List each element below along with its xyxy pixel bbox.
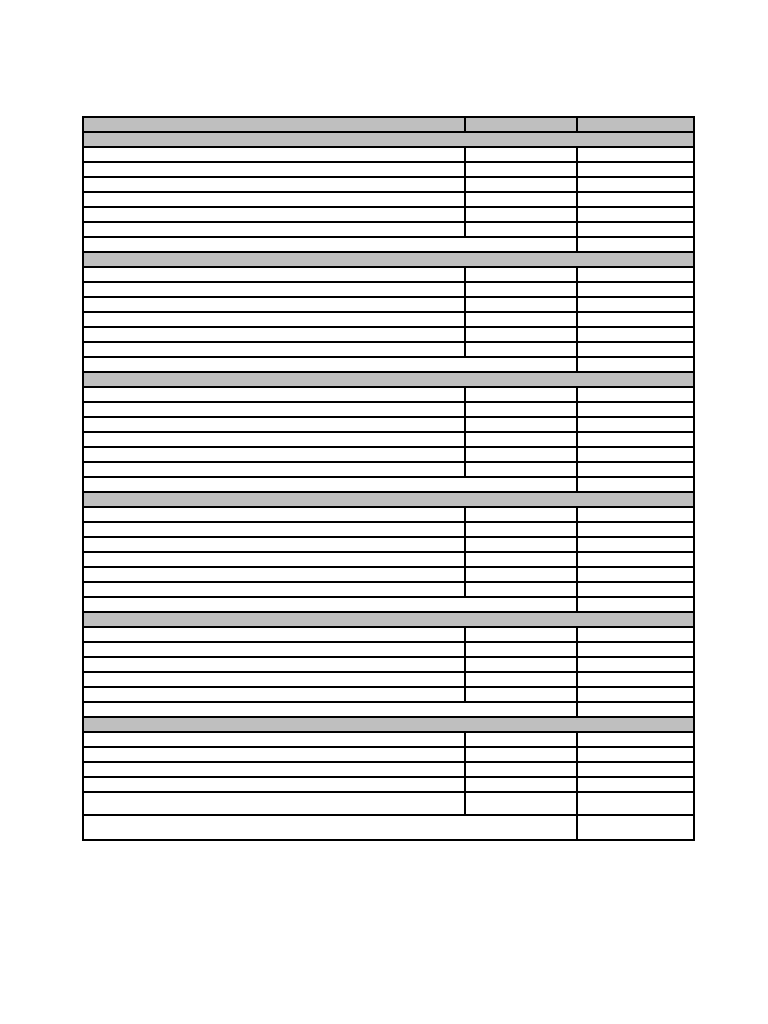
row-label-cell[interactable] <box>83 312 465 327</box>
section-header-row <box>83 612 694 627</box>
row-value-cell[interactable] <box>465 657 577 672</box>
row-amount-cell[interactable] <box>577 222 694 237</box>
row-amount-cell[interactable] <box>577 507 694 522</box>
table-row[interactable] <box>83 777 694 792</box>
section-total-label <box>83 357 577 372</box>
table-row[interactable] <box>83 282 694 297</box>
section-total-row <box>83 357 694 372</box>
row-amount-cell[interactable] <box>577 342 694 357</box>
table-row[interactable] <box>83 297 694 312</box>
row-label-cell[interactable] <box>83 462 465 477</box>
section-total-label <box>83 237 577 252</box>
table-row[interactable] <box>83 552 694 567</box>
row-label-cell[interactable] <box>83 507 465 522</box>
row-amount-cell[interactable] <box>577 777 694 792</box>
row-amount-cell[interactable] <box>577 162 694 177</box>
row-label-cell[interactable] <box>83 447 465 462</box>
row-label-cell[interactable] <box>83 402 465 417</box>
section-total-value[interactable] <box>577 702 694 717</box>
row-amount-cell[interactable] <box>577 402 694 417</box>
section-total-row <box>83 477 694 492</box>
row-value-cell[interactable] <box>465 747 577 762</box>
row-label-cell[interactable] <box>83 207 465 222</box>
table-row[interactable] <box>83 162 694 177</box>
row-value-cell[interactable] <box>465 432 577 447</box>
row-label-cell[interactable] <box>83 657 465 672</box>
row-label-cell[interactable] <box>83 267 465 282</box>
row-label-cell[interactable] <box>83 732 465 747</box>
row-amount-cell[interactable] <box>577 747 694 762</box>
row-value-cell[interactable] <box>465 282 577 297</box>
section-total-value[interactable] <box>577 357 694 372</box>
table-row[interactable] <box>83 462 694 477</box>
section-header-row <box>83 492 694 507</box>
budget-worksheet <box>82 116 693 841</box>
row-amount-cell[interactable] <box>577 462 694 477</box>
row-value-cell[interactable] <box>465 147 577 162</box>
table-row[interactable] <box>83 402 694 417</box>
row-amount-cell[interactable] <box>577 297 694 312</box>
row-amount-cell[interactable] <box>577 447 694 462</box>
row-value-cell[interactable] <box>465 627 577 642</box>
table-row[interactable] <box>83 417 694 432</box>
section-total-value[interactable] <box>577 477 694 492</box>
section-total-value[interactable] <box>577 237 694 252</box>
section-total-row <box>83 702 694 717</box>
row-amount-cell[interactable] <box>577 417 694 432</box>
row-amount-cell[interactable] <box>577 192 694 207</box>
section-total-row <box>83 237 694 252</box>
header-col-3 <box>577 117 694 132</box>
row-amount-cell[interactable] <box>577 282 694 297</box>
row-label-cell[interactable] <box>83 642 465 657</box>
row-value-cell[interactable] <box>465 402 577 417</box>
row-value-cell[interactable] <box>465 342 577 357</box>
row-label-cell[interactable] <box>83 147 465 162</box>
row-label-cell[interactable] <box>83 792 465 815</box>
row-amount-cell[interactable] <box>577 792 694 815</box>
row-amount-cell[interactable] <box>577 147 694 162</box>
table-row[interactable] <box>83 507 694 522</box>
table-row[interactable] <box>83 732 694 747</box>
table-row[interactable] <box>83 672 694 687</box>
section-total-row <box>83 597 694 612</box>
row-value-cell[interactable] <box>465 177 577 192</box>
row-label-cell[interactable] <box>83 417 465 432</box>
row-value-cell[interactable] <box>465 777 577 792</box>
table-row[interactable] <box>83 342 694 357</box>
row-value-cell[interactable] <box>465 462 577 477</box>
row-value-cell[interactable] <box>465 672 577 687</box>
section-header-row <box>83 132 694 147</box>
row-value-cell[interactable] <box>465 582 577 597</box>
row-label-cell[interactable] <box>83 687 465 702</box>
row-amount-cell[interactable] <box>577 642 694 657</box>
header-col-2 <box>465 117 577 132</box>
row-value-cell[interactable] <box>465 327 577 342</box>
row-label-cell[interactable] <box>83 162 465 177</box>
row-value-cell[interactable] <box>465 417 577 432</box>
row-label-cell[interactable] <box>83 567 465 582</box>
row-amount-cell[interactable] <box>577 522 694 537</box>
row-value-cell[interactable] <box>465 162 577 177</box>
table-row[interactable] <box>83 207 694 222</box>
row-value-cell[interactable] <box>465 312 577 327</box>
row-value-cell[interactable] <box>465 687 577 702</box>
row-value-cell[interactable] <box>465 267 577 282</box>
row-label-cell[interactable] <box>83 387 465 402</box>
row-amount-cell[interactable] <box>577 207 694 222</box>
row-label-cell[interactable] <box>83 747 465 762</box>
section-title <box>83 492 694 507</box>
table-row[interactable] <box>83 177 694 192</box>
row-value-cell[interactable] <box>465 207 577 222</box>
row-value-cell[interactable] <box>465 447 577 462</box>
row-label-cell[interactable] <box>83 582 465 597</box>
section-header-row <box>83 717 694 732</box>
worksheet-body <box>83 117 694 840</box>
section-total-label <box>83 597 577 612</box>
row-label-cell[interactable] <box>83 342 465 357</box>
row-value-cell[interactable] <box>465 537 577 552</box>
table-row[interactable] <box>83 432 694 447</box>
row-amount-cell[interactable] <box>577 552 694 567</box>
row-label-cell[interactable] <box>83 552 465 567</box>
row-label-cell[interactable] <box>83 522 465 537</box>
worksheet-table <box>82 116 695 841</box>
section-header-row <box>83 372 694 387</box>
table-row[interactable] <box>83 657 694 672</box>
section-title <box>83 252 694 267</box>
row-label-cell[interactable] <box>83 537 465 552</box>
row-label-cell[interactable] <box>83 327 465 342</box>
row-amount-cell[interactable] <box>577 627 694 642</box>
table-row[interactable] <box>83 792 694 815</box>
row-value-cell[interactable] <box>465 792 577 815</box>
section-title <box>83 372 694 387</box>
section-total-label <box>83 477 577 492</box>
table-row[interactable] <box>83 327 694 342</box>
table-row[interactable] <box>83 762 694 777</box>
header-row <box>83 117 694 132</box>
row-label-cell[interactable] <box>83 282 465 297</box>
row-label-cell[interactable] <box>83 762 465 777</box>
row-label-cell[interactable] <box>83 672 465 687</box>
table-row[interactable] <box>83 687 694 702</box>
table-row[interactable] <box>83 192 694 207</box>
row-amount-cell[interactable] <box>577 387 694 402</box>
section-title <box>83 612 694 627</box>
row-value-cell[interactable] <box>465 567 577 582</box>
table-row[interactable] <box>83 567 694 582</box>
table-row[interactable] <box>83 582 694 597</box>
row-amount-cell[interactable] <box>577 432 694 447</box>
row-label-cell[interactable] <box>83 432 465 447</box>
row-label-cell[interactable] <box>83 627 465 642</box>
row-amount-cell[interactable] <box>577 687 694 702</box>
row-value-cell[interactable] <box>465 507 577 522</box>
row-amount-cell[interactable] <box>577 312 694 327</box>
row-value-cell[interactable] <box>465 552 577 567</box>
table-row[interactable] <box>83 222 694 237</box>
section-total-row <box>83 815 694 840</box>
row-amount-cell[interactable] <box>577 537 694 552</box>
table-row[interactable] <box>83 267 694 282</box>
row-label-cell[interactable] <box>83 297 465 312</box>
row-amount-cell[interactable] <box>577 672 694 687</box>
row-value-cell[interactable] <box>465 642 577 657</box>
section-total-value[interactable] <box>577 815 694 840</box>
row-value-cell[interactable] <box>465 522 577 537</box>
section-title <box>83 717 694 732</box>
section-title <box>83 132 694 147</box>
row-label-cell[interactable] <box>83 777 465 792</box>
table-row[interactable] <box>83 147 694 162</box>
header-col-1 <box>83 117 465 132</box>
row-label-cell[interactable] <box>83 192 465 207</box>
table-row[interactable] <box>83 537 694 552</box>
row-amount-cell[interactable] <box>577 732 694 747</box>
table-row[interactable] <box>83 312 694 327</box>
table-row[interactable] <box>83 447 694 462</box>
table-row[interactable] <box>83 627 694 642</box>
row-label-cell[interactable] <box>83 177 465 192</box>
row-value-cell[interactable] <box>465 732 577 747</box>
row-amount-cell[interactable] <box>577 762 694 777</box>
row-amount-cell[interactable] <box>577 327 694 342</box>
row-value-cell[interactable] <box>465 297 577 312</box>
row-value-cell[interactable] <box>465 192 577 207</box>
section-header-row <box>83 252 694 267</box>
section-total-value[interactable] <box>577 597 694 612</box>
table-row[interactable] <box>83 642 694 657</box>
row-amount-cell[interactable] <box>577 582 694 597</box>
section-total-label <box>83 815 577 840</box>
table-row[interactable] <box>83 522 694 537</box>
section-total-label <box>83 702 577 717</box>
row-value-cell[interactable] <box>465 762 577 777</box>
row-amount-cell[interactable] <box>577 267 694 282</box>
row-amount-cell[interactable] <box>577 177 694 192</box>
table-row[interactable] <box>83 387 694 402</box>
row-label-cell[interactable] <box>83 222 465 237</box>
table-row[interactable] <box>83 747 694 762</box>
row-amount-cell[interactable] <box>577 657 694 672</box>
row-amount-cell[interactable] <box>577 567 694 582</box>
row-value-cell[interactable] <box>465 387 577 402</box>
row-value-cell[interactable] <box>465 222 577 237</box>
